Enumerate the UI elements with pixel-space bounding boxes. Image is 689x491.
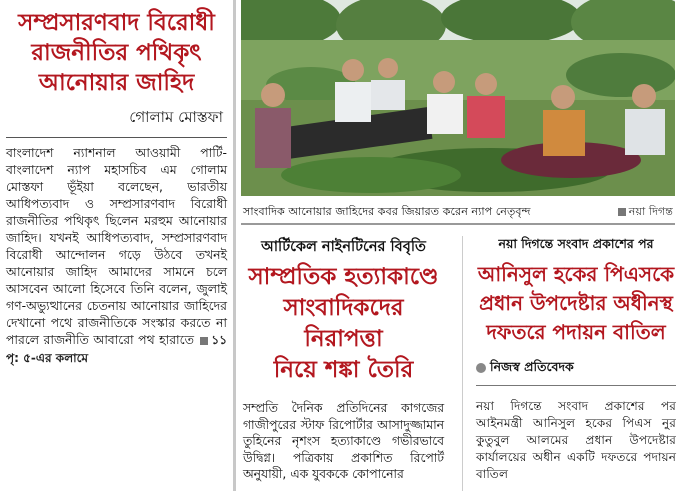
left-headline-line-2: রাজনীতির পথিকৃৎ: [31, 40, 202, 66]
bullet-dot-icon: [476, 363, 486, 373]
mid-headline-line-3: নিয়ে শঙ্কা তৈরি: [273, 357, 414, 383]
continuation-square-icon: [200, 337, 208, 345]
right-kicker: নয়া দিগন্তে সংবাদ প্রকাশের পর: [498, 236, 654, 251]
left-byline: গোলাম মোস্তফা: [129, 108, 223, 126]
right-headline-line-2: প্রধান উপদেষ্টার অধীনস্থ: [479, 291, 673, 315]
right-headline: [476, 260, 676, 347]
column-rule: [233, 0, 236, 491]
left-headline-line-3: আনোয়ার জাহিদ: [38, 70, 195, 96]
grave-visit-photo-illustration: [241, 0, 675, 196]
right-headline-line-1: আনিসুল হকের পিএসকে: [477, 262, 675, 286]
mid-headline-line-1: সাম্প্রতিক হত্যাকাণ্ডে: [248, 264, 439, 290]
left-headline: [0, 8, 233, 98]
news-photo: [241, 0, 675, 196]
photo-caption-bar: [241, 201, 675, 225]
mid-body: সম্প্রতি দৈনিক প্রতিদিনের কাগজের গাজীপুরের স্টাফ রিপোর্টার আসাদুজ্জামান তুহিনের নৃশংস হত্যাকাণ্ডে গভীরভাবে উদ্বিগ্ন। পত্রিকায় প্রকাশিত রিপোর্ট অনুযায়ী, এক যুবককে কোপানোর: [243, 401, 444, 481]
right-article: [476, 236, 676, 483]
column-rule-2: [462, 236, 463, 491]
mid-headline: [241, 262, 446, 386]
left-body-text: বাংলাদেশ ন্যাশনাল আওয়ামী পার্টি- বাংলাদেশ ন্যাপ মহাসচিব এম গোলাম মোস্তফা ভূঁইয়া বলেছেন, ভারতীয় আধিপত্যবাদ ও সম্প্রসারণবাদ বিরোধী রাজনীতির পথিকৃৎ ছিলেন মরহুম আনোয়ার জাহিদ। যখনই আধিপত্যবাদ, সম্প্রসারণবাদ বিরোধী আন্দোলন গড়ে উঠবে তখনই আনোয়ার জাহিদ আমাদের সামনে চলে আসবেন আলো হিসেবে তিনি বলেন, জুলাই গণ-অভ্যুত্থানের চেতনায় আনোয়ার জাহিদের দেখানো পথে রাজনীতিকে সংস্কার করতে না পারলে রাজনীতি আবারো পথ হারাতে: [6, 145, 227, 347]
photo-caption: সাংবাদিক আনোয়ার জাহিদের কবর জিয়ারত করেন ন্যাপ নেতৃবৃন্দ: [243, 205, 531, 218]
left-continuation: ১১ পৃ: ৫-এর কলামে: [6, 333, 227, 365]
photo-credit: [616, 201, 673, 223]
mid-article: [241, 236, 446, 483]
photo-credit-text: নয়া দিগন্ত: [628, 205, 673, 218]
right-body: নয়া দিগন্তে সংবাদ প্রকাশের পর আইনমন্ত্রী আনিসুল হকের পিএস নুর কুতুবুল আলমের প্রধান উপদেষ্টার কার্যালয়ের অধীন একটি দফতরে পদায়ন বাতিল: [476, 399, 676, 481]
reporter-divider: [476, 385, 676, 386]
left-article: [0, 0, 233, 491]
left-headline-line-1: সম্প্রসারণবাদ বিরোধী: [18, 10, 215, 36]
mid-kicker: আর্টিকেল নাইনটিনের বিবৃতি: [261, 239, 426, 255]
right-reporter: [476, 359, 676, 379]
mid-headline-line-2: সাংবাদিকদের নিরাপত্তা: [283, 295, 404, 352]
right-headline-line-3: দফতরে পদায়ন বাতিল: [486, 320, 666, 344]
left-body: [0, 138, 233, 367]
credit-square-icon: [618, 208, 626, 216]
right-reporter-text: নিজস্ব প্রতিবেদক: [490, 359, 574, 374]
